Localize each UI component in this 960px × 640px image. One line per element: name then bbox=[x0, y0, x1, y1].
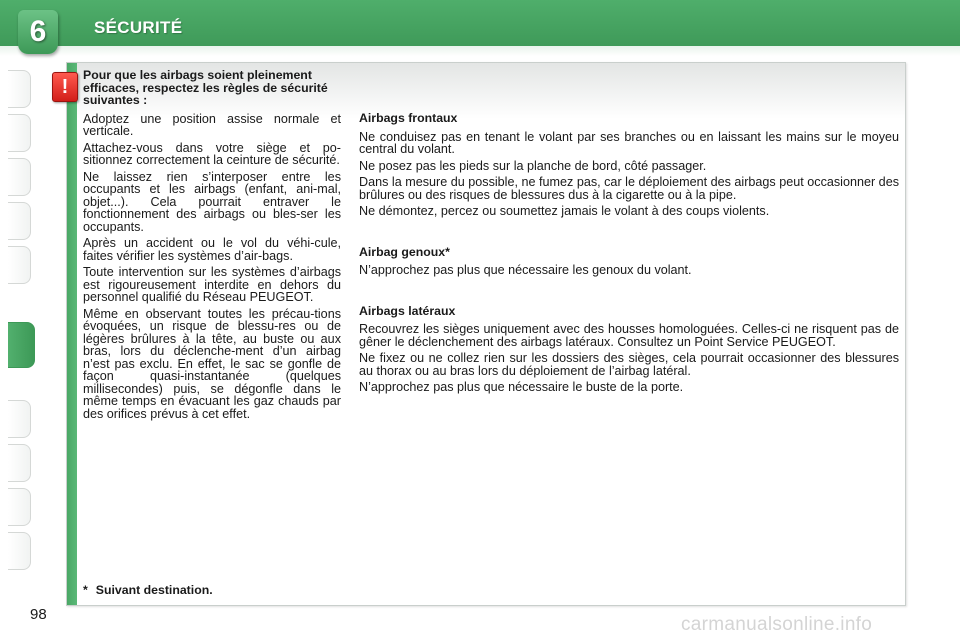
section-paragraph: Ne posez pas les pieds sur la planche de bord, côté passager. bbox=[359, 158, 707, 173]
page-number: 98 bbox=[30, 606, 47, 623]
chapter-number: 6 bbox=[29, 15, 47, 48]
watermark: carmanualsonline.info bbox=[681, 614, 873, 635]
footnote-text: Suivant destination. bbox=[95, 583, 213, 597]
warning-paragraph: Même en observant toutes les précau-tions évoquées, un risque de blessu-res ou de légères brûlures à la tête, au buste ou aux bras, lors du déclenche-ment d’un airbag n’est pas exclu. En effet, le sac se gonfle de façon quasi-instantanée (quelques millisecondes) puis, se dégonfle dans le même temps en évacuant les gaz chauds par des orifices prévus à cet effet. bbox=[83, 306, 341, 421]
chapter-title: SÉCURITÉ bbox=[94, 18, 183, 37]
side-tab-7[interactable] bbox=[8, 400, 31, 438]
side-tab-2[interactable] bbox=[8, 114, 31, 152]
exclamation-icon: ! bbox=[52, 72, 78, 102]
section-paragraph: Recouvrez les sièges uniquement avec des housses homologuées. Celles-ci ne risquent pas de gêner le déclenchement des airbags latéraux. Consultez un Point Service PEUGEOT. bbox=[359, 322, 899, 349]
warning-paragraph: Après un accident ou le vol du véhi-cule, faites vérifier les systèmes d’air-bags. bbox=[83, 236, 341, 263]
warning-column bbox=[83, 69, 341, 424]
header-strip bbox=[0, 46, 960, 56]
section-paragraph: Ne fixez ou ne collez rien sur les dossiers des sièges, cela pourrait occasionner des blessures au thorax ou au bras lors du déploiement de l’airbag latéral. bbox=[359, 351, 899, 378]
airbag-sections bbox=[359, 112, 899, 398]
section-heading: Airbags latéraux bbox=[359, 303, 456, 318]
section-airbags-frontaux bbox=[359, 112, 899, 218]
side-tab-5[interactable] bbox=[8, 246, 31, 284]
section-paragraph: Ne démontez, percez ou soumettez jamais le volant à des coups violents. bbox=[359, 204, 770, 218]
warning-paragraph: Toute intervention sur les systèmes d’airbags est rigoureusement interdite en dehors du personnel qualifié du Réseau PEUGEOT. bbox=[83, 265, 341, 304]
section-heading: Airbags frontaux bbox=[359, 111, 458, 125]
section-heading: Airbag genoux* bbox=[359, 244, 450, 259]
footnote-star: * bbox=[83, 583, 88, 597]
side-tab-9[interactable] bbox=[8, 488, 31, 526]
side-tab-8[interactable] bbox=[8, 444, 31, 482]
footnote bbox=[83, 583, 213, 597]
content-accent-bar bbox=[67, 63, 77, 605]
warning-paragraph: Ne laissez rien s’interposer entre les occupants et les airbags (enfant, ani-mal, objet...). Cela pourrait entraver le fonctionnement des airbags ou bles-ser les occupants. bbox=[83, 169, 341, 234]
section-airbags-lateraux bbox=[359, 305, 899, 394]
section-paragraph: Ne conduisez pas en tenant le volant par ses branches ou en laissant les mains sur le moyeu central du volant. bbox=[359, 129, 899, 156]
side-tab-10[interactable] bbox=[8, 532, 31, 570]
warning-paragraph: Attachez-vous dans votre siège et po-sitionnez correctement la ceinture de sécurité. bbox=[83, 140, 341, 167]
warning-title: Pour que les airbags soient pleinement efficaces, respectez les règles de sécurité suivantes : bbox=[83, 68, 328, 107]
warning-paragraph: Adoptez une position assise normale et verticale. bbox=[83, 111, 341, 138]
section-paragraph: Dans la mesure du possible, ne fumez pas, car le déploiement des airbags peut occasionner des brûlures ou des risques de blessures dus à la cigarette ou à la pipe. bbox=[359, 175, 899, 202]
side-tab-6-active[interactable] bbox=[8, 322, 35, 368]
section-airbag-genoux bbox=[359, 246, 899, 277]
side-tab-1[interactable] bbox=[8, 70, 31, 108]
section-paragraph: N’approchez pas plus que nécessaire le buste de la porte. bbox=[359, 380, 684, 394]
chapter-tab[interactable] bbox=[18, 10, 58, 54]
section-paragraph: N’approchez pas plus que nécessaire les genoux du volant. bbox=[359, 263, 692, 277]
side-tab-nav bbox=[8, 70, 36, 580]
side-tab-4[interactable] bbox=[8, 202, 31, 240]
side-tab-3[interactable] bbox=[8, 158, 31, 196]
